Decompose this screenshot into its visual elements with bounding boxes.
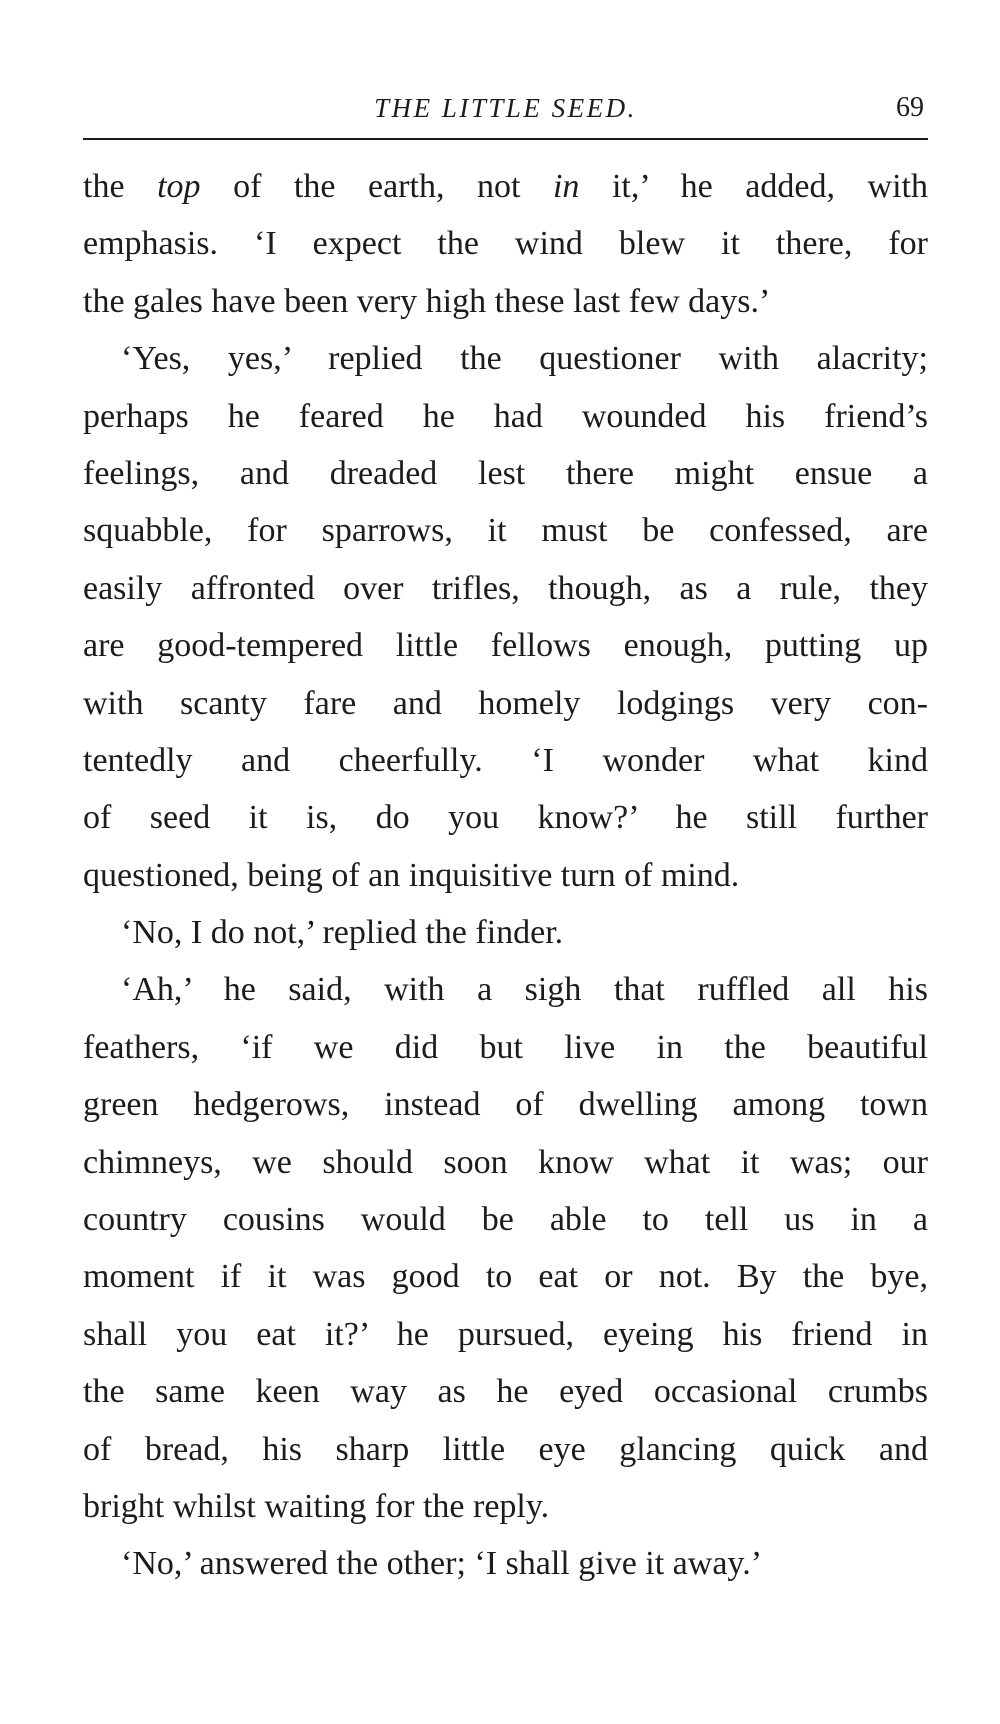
page-header [83, 88, 928, 138]
text-run: of the earth, not [200, 168, 553, 205]
text-run: chimneys, we should soon know what it was; our [83, 1143, 928, 1181]
text-run: ‘Ah,’ he said, with a sigh that ruffled all his [121, 971, 928, 1009]
text-line [83, 1134, 928, 1191]
text-run: of seed it is, do you know?’ he still further [83, 799, 928, 837]
text-line [83, 1306, 928, 1363]
text-run: emphasis. ‘I expect the wind blew it there, for [83, 225, 928, 263]
text-run: squabble, for sparrows, it must be confessed, are [83, 512, 928, 550]
text-run: it,’ he added, with [579, 168, 928, 205]
text-run: ‘Yes, yes,’ replied the questioner with alacrity; [121, 340, 928, 378]
text-line [83, 1478, 928, 1535]
text-run: are good-tempered little fellows enough, putting up [83, 627, 928, 665]
book-page [83, 88, 928, 1593]
body-text [83, 158, 928, 1593]
text-run: ‘No,’ answered the other; ‘I shall give it away.’ [121, 1545, 763, 1583]
text-run: tentedly and cheerfully. ‘I wonder what kind [83, 741, 928, 779]
text-line [83, 158, 928, 215]
text-run: the gales have been very high these last few days.’ [83, 282, 771, 320]
text-line [83, 1019, 928, 1076]
text-line [83, 1363, 928, 1420]
text-line [83, 904, 928, 961]
text-line [83, 502, 928, 559]
text-run: feathers, ‘if we did but live in the beautiful [83, 1028, 928, 1066]
text-line [83, 273, 928, 330]
text-line [83, 1421, 928, 1478]
text-line [83, 961, 928, 1018]
page-number: 69 [896, 92, 924, 123]
text-line [83, 388, 928, 445]
text-line [83, 1248, 928, 1305]
text-line [83, 1191, 928, 1248]
text-run: bright whilst waiting for the reply. [83, 1487, 550, 1525]
italic-text: in [552, 168, 580, 205]
text-run: of bread, his sharp little eye glancing quick and [83, 1430, 928, 1468]
text-run: country cousins would be able to tell us in a [83, 1201, 928, 1239]
text-run: moment if it was good to eat or not. By the bye, [83, 1258, 928, 1296]
text-run: green hedgerows, instead of dwelling among town [83, 1086, 928, 1124]
text-line [83, 330, 928, 387]
text-run: easily affronted over trifles, though, as a rule, they [83, 569, 928, 607]
text-line [83, 1076, 928, 1133]
running-title: THE LITTLE SEED. [374, 93, 637, 123]
text-line [83, 789, 928, 846]
text-run: feelings, and dreaded lest there might ensue a [83, 454, 928, 492]
text-run: questioned, being of an inquisitive turn of mind. [83, 856, 740, 894]
text-run: the same keen way as he eyed occasional crumbs [83, 1373, 928, 1411]
text-line [83, 617, 928, 674]
text-run: the [83, 168, 158, 205]
text-run: perhaps he feared he had wounded his friend’s [83, 397, 928, 435]
text-line [83, 732, 928, 789]
text-run: shall you eat it?’ he pursued, eyeing his friend in [83, 1315, 928, 1353]
text-run: with scanty fare and homely lodgings very con- [83, 684, 928, 722]
text-line [83, 847, 928, 904]
text-line [83, 445, 928, 502]
italic-text: top [157, 168, 201, 205]
text-line [83, 675, 928, 732]
text-line [83, 1535, 928, 1592]
text-line [83, 215, 928, 272]
header-rule [83, 138, 928, 140]
text-run: ‘No, I do not,’ replied the finder. [121, 914, 564, 952]
text-line [83, 560, 928, 617]
